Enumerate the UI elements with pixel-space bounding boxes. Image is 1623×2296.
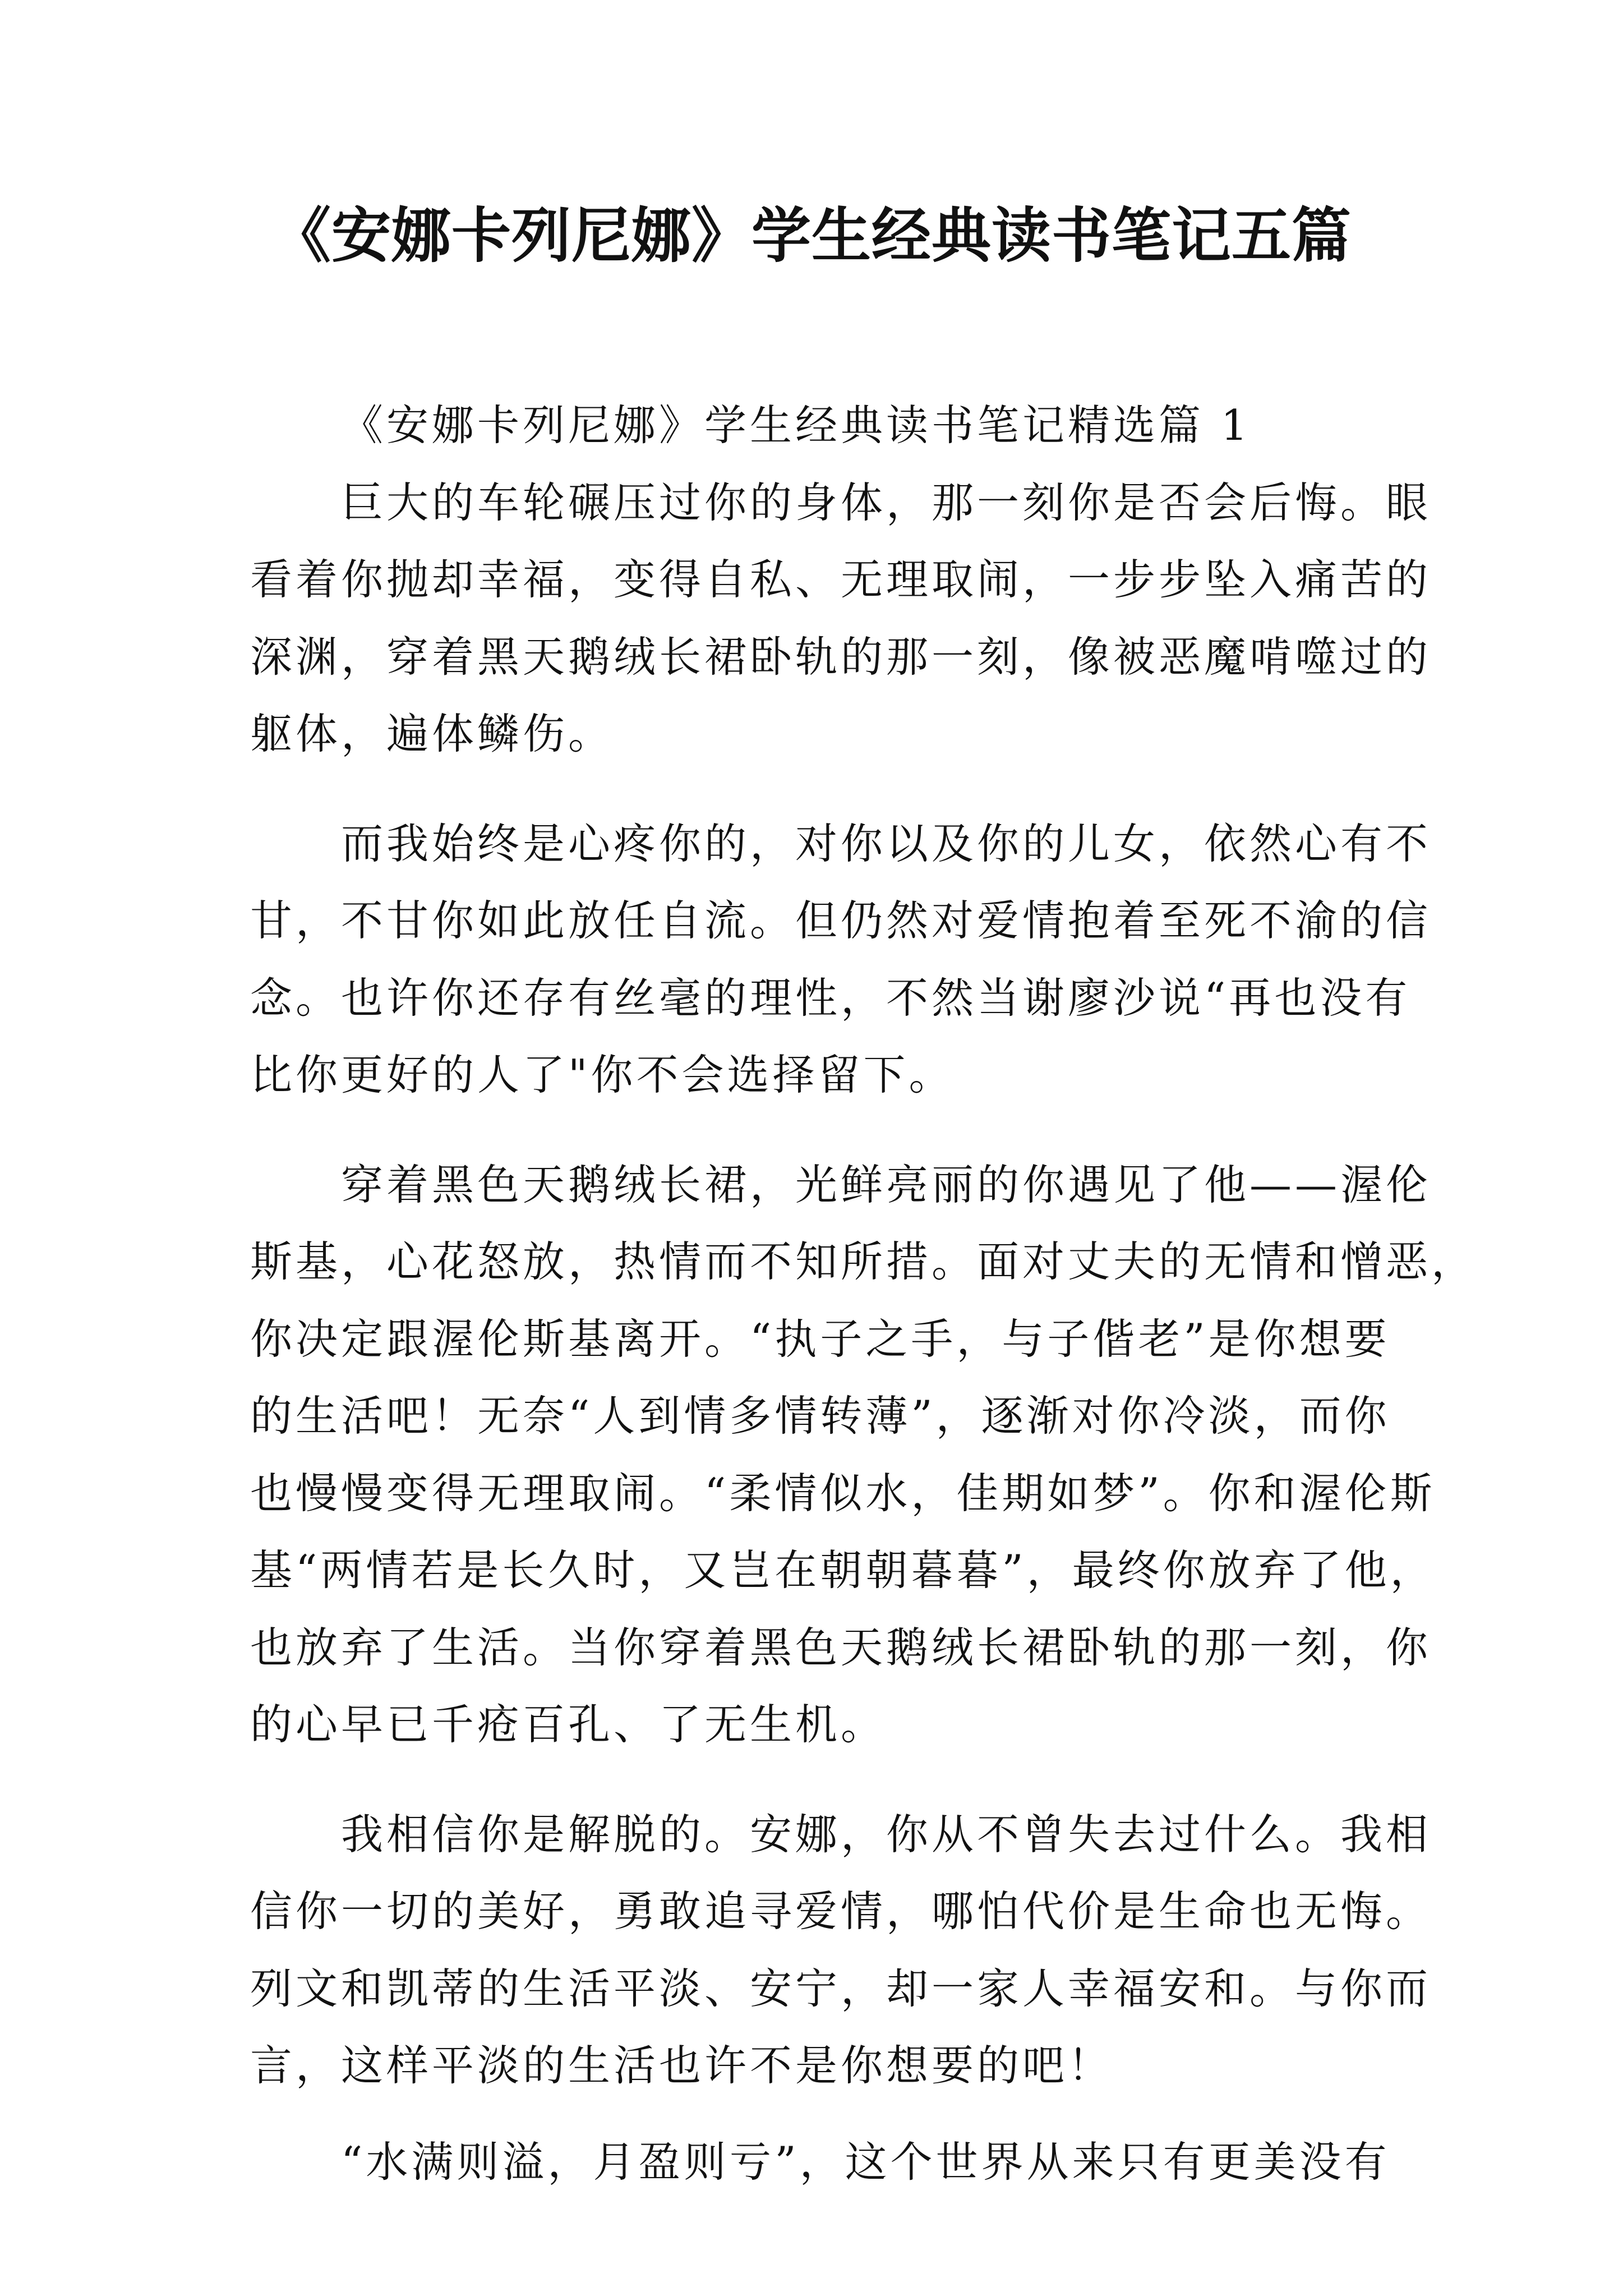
paragraph-line: 甘，不甘你如此放任自流。但仍然对爱情抱着至死不渝的信 [250,896,1432,945]
paragraph-line: 而我始终是心疼你的，对你以及你的儿女，依然心有不 [341,818,1432,868]
paragraph-line: “水满则溢，月盈则亏”，这个世界从来只有更美没有 [341,2137,1390,2187]
paragraph-line: 也放弃了生活。当你穿着黑色天鹅绒长裙卧轨的那一刻，你 [250,1622,1432,1672]
document-title: 《安娜卡列尼娜》学生经典读书笔记五篇 [271,200,1352,270]
paragraph-line: 巨大的车轮碾压过你的身体，那一刻你是否会后悔。眼 [341,477,1432,527]
paragraph-line: 比你更好的人了"你不会选择留下。 [250,1050,955,1099]
document-body [250,387,1477,2233]
paragraph-line: 信你一切的美好，勇敢追寻爱情，哪怕代价是生命也无悔。 [250,1887,1432,1936]
paragraph-1 [250,464,1432,773]
paragraph-line: 基“两情若是长久时，又岂在朝朝暮暮”，最终你放弃了他， [250,1545,1436,1595]
paragraph-line: 列文和凯蒂的生活平淡、安宁，却一家人幸福安和。与你而 [250,1963,1432,2013]
paragraph-line: 躯体，遍体鳞伤。 [250,709,614,758]
paragraph-line: 念。也许你还存有丝毫的理性，不然当谢廖沙说“再也没有 [250,973,1411,1023]
paragraph-line: 穿着黑色天鹅绒长裙，光鲜亮丽的你遇见了他——渥伦 [341,1159,1432,1209]
paragraph-5 [250,2124,1389,2201]
paragraph-line: 你决定跟渥伦斯基离开。“执子之手，与子偕老”是你想要 [250,1314,1390,1364]
paragraph-4 [250,1796,1432,2105]
paragraph-2 [250,806,1432,1114]
paragraph-line: 斯基，心花怒放，热情而不知所措。面对丈夫的无情和憎恶， [250,1237,1477,1286]
paragraph-line: 我相信你是解脱的。安娜，你从不曾失去过什么。我相 [341,1809,1432,1859]
paragraph-line: 言，这样平淡的生活也许不是你想要的吧！ [250,2041,1114,2090]
paragraph-3 [250,1147,1477,1764]
section-heading [250,387,1389,464]
paragraph-line: 深渊，穿着黑天鹅绒长裙卧轨的那一刻，像被恶魔啃噬过的 [250,632,1432,682]
paragraph-line: 也慢慢变得无理取闹。“柔情似水，佳期如梦”。你和渥伦斯 [250,1468,1436,1518]
paragraph-line: 看着你抛却幸福，变得自私、无理取闹，一步步坠入痛苦的 [250,555,1432,604]
paragraph-line: 的生活吧！无奈“人到情多情转薄”，逐渐对你冷淡，而你 [250,1391,1390,1441]
section-heading-text: 《安娜卡列尼娜》学生经典读书笔记精选篇 1 [341,401,1251,450]
paragraph-line: 的心早已千疮百孔、了无生机。 [250,1700,887,1749]
